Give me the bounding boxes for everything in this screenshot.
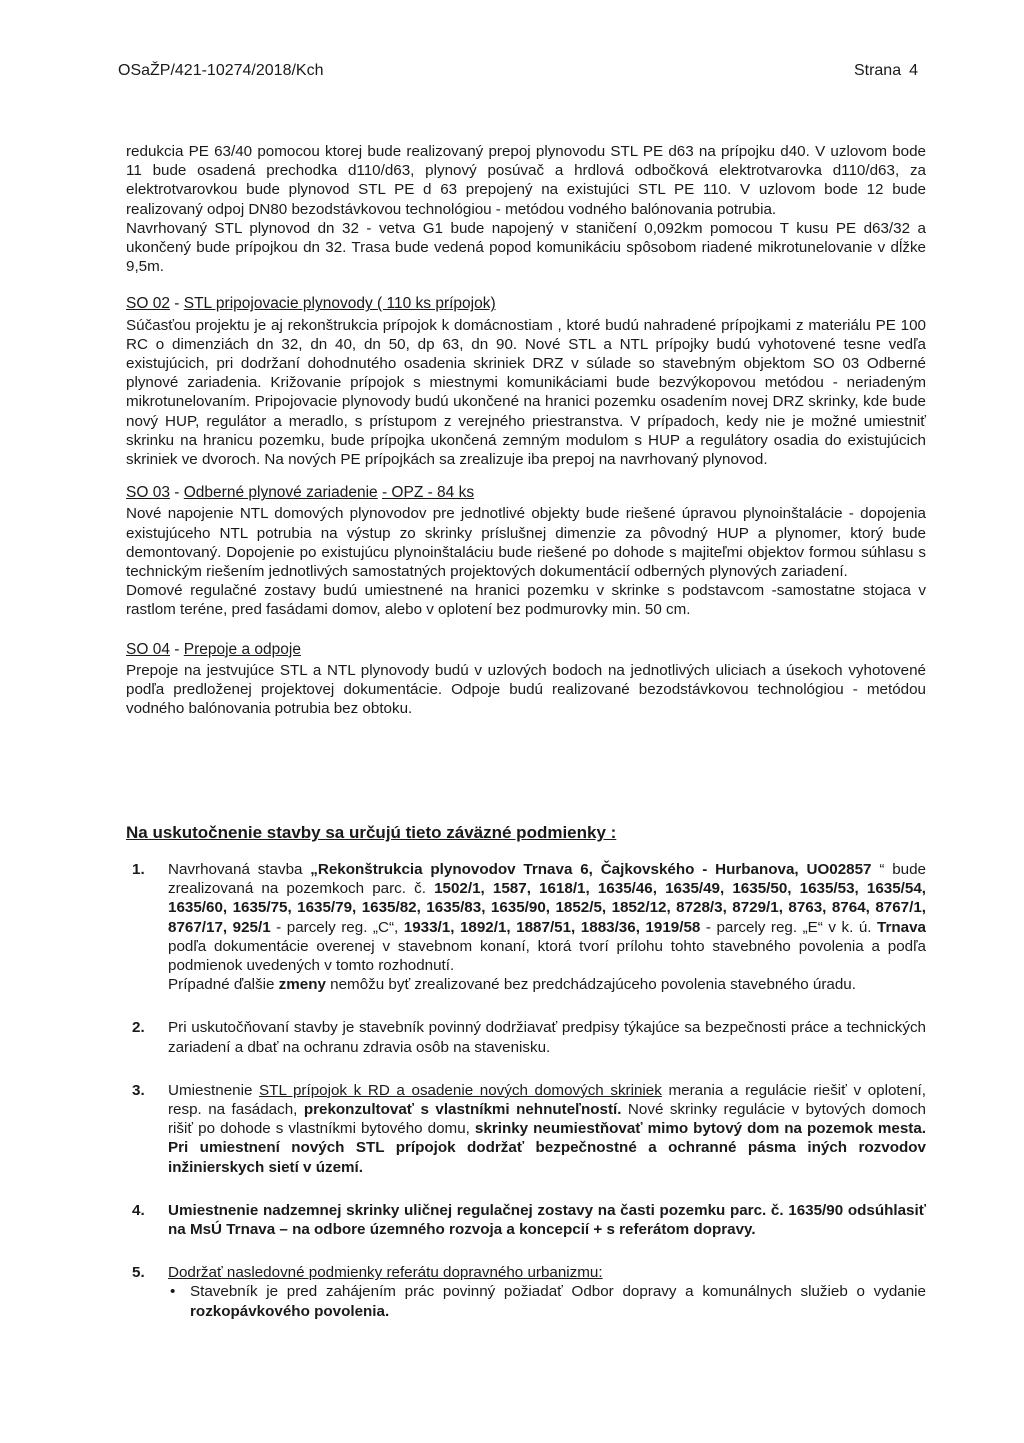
condition-number: 2. [132,1019,145,1037]
condition-text: - parcely reg. „C“, [270,918,404,936]
section-dash: - [174,295,180,313]
condition-text: - parcely reg. „E“ v k. ú. [700,918,878,936]
condition-text: Dodržať nasledovné podmienky referátu dopravného urbanizmu: [168,1264,603,1282]
permit-name: rozkopávkového povolenia. [190,1302,390,1320]
condition-number: 4. [132,1201,145,1219]
condition-number: 1. [132,861,145,878]
conditions-heading: Na uskutočnenie stavby sa určujú tieto záväzné podmienky : [126,823,617,842]
page-indicator [854,62,918,80]
condition-1 [126,860,926,994]
section-so02-text: Súčasťou projektu je aj rekonštrukcia prípojok k domácnostiam , ktoré budú nahradené prípojkami z materiálu PE 100 RC o dimenziách dn 32, dn 40, dn 50, dp 63, dn 90. Nové STL a NTL prípojky budú vyhotovené tesne vedľa existujúcich, pri dodržaní dohodnutého osadenia skriniek DRZ v súlade so stavebným objektom SO 03 Odberné plynové zariadenia. Križovanie prípojok s miestnymi komunikáciami bude bezvýkopovou metódou - neriadeným mikrotunelovaním. Pripojovacie plynovody budú ukončené na hranici pozemku osadením novej DRZ skrinky, kde bude nový HUP, regulátor a meradlo, s prístupom z verejného priestranstva. V prípadoch, kedy nie je možné umiestniť skrinku na hranicu pozemku, bude prípojka ukončená zemným modulom s HUP a regulátory osadia do existujúcich skriniek ve dvoroch. Na nových PE prípojkách sa zrealizuje iba prepoj na navrhovaný plynovod. [126,316,926,469]
bullet-text: Stavebník je pred zahájením prác povinný požiadať Odbor dopravy a komunálnych služieb o vydanie [190,1283,926,1301]
intro-paragraph-2: Navrhovaný STL plynovod dn 32 - vetva G1 bude napojený v staničení 0,092km pomocou T kusu PE d63/32 a ukončený bude prípojkou dn 32. Trasa bude vedená popod komunikáciu spôsobom riadené mikrotunelovanie v dĺžke 9,5m. [126,219,926,276]
section-code: SO 03 [126,484,170,502]
condition-text: Navrhovaná stavba [168,861,311,878]
condition-4 [126,1201,926,1239]
page-number: 4 [909,62,918,79]
section-dash: - [174,484,180,502]
bold-phrase: prekonzultovať s vlastníkmi nehnuteľností. [303,1101,622,1119]
condition-text: Umiestnenie nadzemnej skrinky uličnej regulačnej zostavy na časti pozemku parc. č. 1635/90 odsúhlasiť na MsÚ Trnava – na odbore územného rozvoja a koncepcií + s referátom dopravy. [168,1201,926,1239]
section-so02 [126,294,926,469]
section-so04-text: Prepoje na jestvujúce STL a NTL plynovody budú v uzlových bodoch na jednotlivých uliciach a úsekoch vyhotovené podľa predloženej projektovej dokumentácie. Odpoje budú realizované bezodstávkovou technológiou - metódou vodného balónovania potrubia bez obtoku. [126,661,926,718]
section-so02-title [126,294,926,313]
conditions-list [126,860,926,1321]
condition-number: 5. [132,1264,145,1282]
changes-word: zmeny [278,976,326,994]
cadastral-area: Trnava [877,918,926,936]
section-so03-text-2: Domové regulačné zostavy budú umiestnené na hranici pozemku v skrinke s podstavcom -samostatne stojaca v rastlom teréne, pred fasádami domov, alebo v oplotení bez podmurovky min. 50 cm. [126,582,926,619]
condition-5 [126,1263,926,1321]
condition-2 [126,1018,926,1056]
condition-text: “ bude zrealizovaná na pozemkoch parc. č. [168,861,926,898]
underlined-phrase: STL prípojok k RD a osadenie nových domových skriniek [259,1081,662,1099]
section-name: Prepoje a odpoje [183,640,301,658]
section-name: STL pripojovacie plynovody ( 110 ks prípojok) [183,295,496,313]
page-label: Strana [853,62,902,79]
condition-text: podľa dokumentácie overenej v stavebnom konaní, ktorá tvorí prílohu tohto stavebného povolenia a podľa podmienok uvedených v tomto rozhodnutí. [168,937,926,975]
intro-paragraph-1: redukcia PE 63/40 pomocou ktorej bude realizovaný prepoj plynovodu STL PE d63 na prípojku d40. V uzlovom bode 11 bude osadená prechodka d110/d63, plynový posúvač a hrdlová odbočková elektrotvarovka d110/d63, za elektrotvarovkou bude plynovod STL PE d 63 prepojený na existujúci STL PE 110. V uzlovom bode 12 bude realizovaný odpoj DN80 bezodstávkovou technológiou - metódou vodného balónovania potrubia. [126,143,926,218]
bold-phrase: skrinky neumiestňovať mimo bytový dom na pozemok mesta. Pri umiestnení nových STL prípojok dodržať bezpečnostné a ochranné pásma iných rozvodov inžinierskych sietí v území. [168,1120,926,1176]
document-reference: OSaŽP/421-10274/2018/Kch [118,62,324,79]
section-name: Odberné plynové zariadenie [183,484,378,502]
condition-text: Prípadné ďalšie [168,976,279,994]
parcel-list-c: 1502/1, 1587, 1618/1, 1635/46, 1635/49, 1635/50, 1635/53, 1635/54, 1635/60, 1635/75, 1635/79, 1635/82, 1635/83, 1635/90, 1852/5, 1852/12, 8728/3, 8729/1, 8763, 8764, 8767/1, 8767/17, 925/1 [168,880,926,936]
section-so04-title [126,640,926,659]
bullet-item [168,1282,926,1320]
project-name: „Rekonštrukcia plynovodov Trnava 6, Čajkovského - Hurbanova, UO02857 [310,861,872,878]
section-code: SO 04 [126,640,170,658]
condition-text: merania a regulácie riešiť v oplotení, resp. na fasádach, [168,1081,926,1119]
section-so04 [126,640,926,719]
condition-text: nemôžu byť zrealizované bez predchádzajúceho povolenia stavebného úradu. [325,976,856,994]
section-so03 [126,483,926,619]
section-so03-title [126,483,926,502]
section-so03-text-1: Nové napojenie NTL domových plynovodov pre jednotlivé objekty bude riešené úpravou plynoinštalácie - dopojenia existujúceho NTL potrubia na výstup zo skrinky príslušnej dimenzie za pôvodný HUP a plynomer, ktorý bude demontovaný. Dopojenie po existujúcu plynoinštaláciu bude riešené po dohode s majiteľmi objektov formou súhlasu s technickým riešením jednotlivých samostatných projektových dokumentácií odberných plynových zariadení. [126,505,926,581]
body-text [126,142,926,718]
condition-text: Umiestnenie [168,1081,260,1099]
condition-number: 3. [132,1081,145,1099]
condition-text: Nové skrinky regulácie v bytových domoch rišiť po dohode s vlastníkmi bytového domu, [168,1101,926,1138]
section-suffix: - OPZ - 84 ks [381,484,475,502]
section-code: SO 02 [126,295,170,313]
condition-text: Pri uskutočňovaní stavby je stavebník povinný dodržiavať predpisy týkajúce sa bezpečnosti práce a technických zariadení a dbať na ochranu zdravia osôb na stavenisku. [168,1019,926,1056]
parcel-list-e: 1933/1, 1892/1, 1887/51, 1883/36, 1919/58 [403,918,701,936]
section-dash: - [174,640,180,658]
bullet-dot: • [170,1283,176,1301]
condition-3 [126,1081,926,1177]
